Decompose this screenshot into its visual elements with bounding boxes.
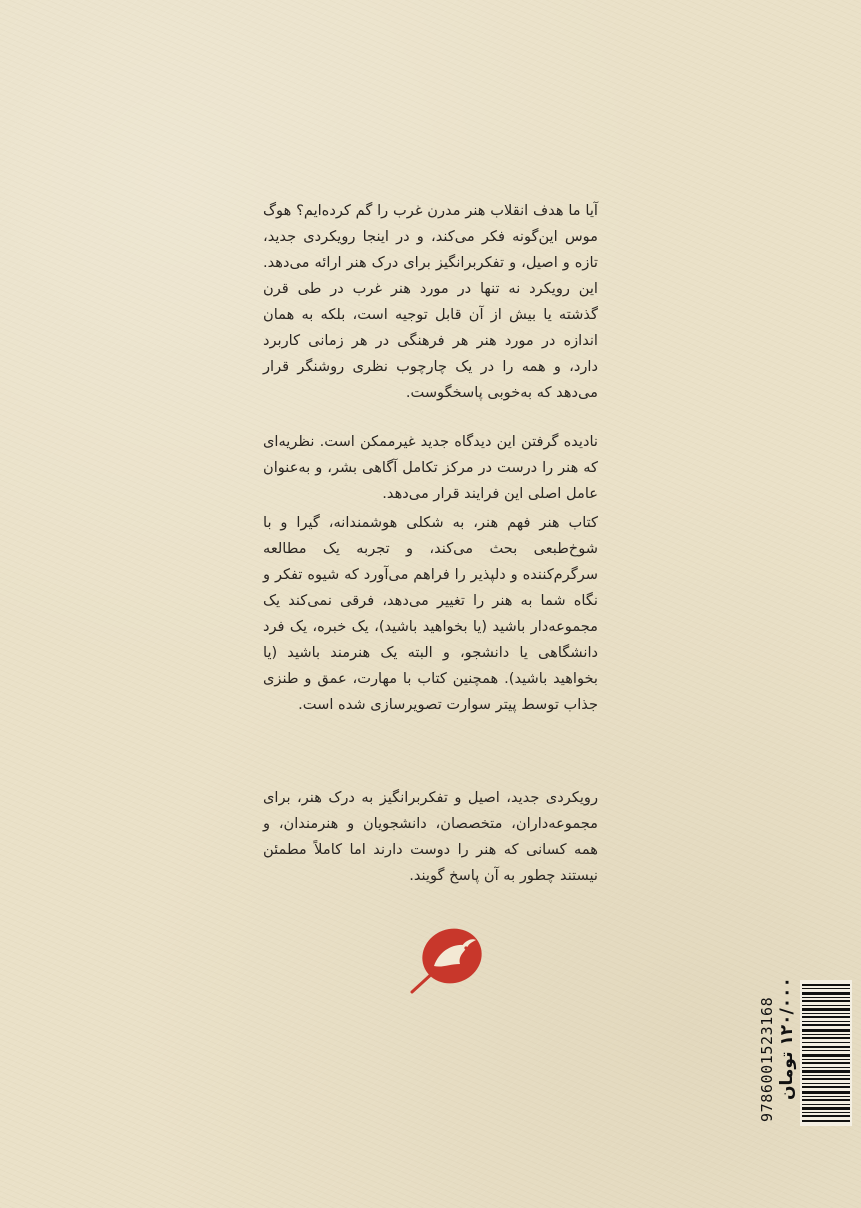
blurb-paragraph-2: نادیده گرفتن این دیدگاه جدید غیرممکن است. نظریه‌ای که هنر را درست در مرکز تکامل آگاهی بشر، و به‌عنوان عامل اصلی این فرایند قرار می‌دهد.	[263, 433, 598, 502]
price-label: ۱۲۰/۰۰۰ تومان	[777, 977, 797, 1100]
blurb-paragraph-1: آیا ما هدف انقلاب هنر مدرن غرب را گم کرده‌ایم؟ هوگ موس این‌گونه فکر می‌کند، و در اینجا رویکردی جدید، تازه و اصیل، و تفکربرانگیز برای درک هنر ارائه می‌دهد. این رویکرد نه تنها در مورد هنر غرب در طی قرن گذشته یا بیش از آن قابل توجیه است، بلکه به همان اندازه در مورد هنر هر فرهنگی در هر زمانی کاربرد دارد، و همه را در یک چارچوب نظری روشنگر قرار می‌دهد که به‌خوبی پاسخگوست.	[263, 202, 598, 401]
isbn-digits: 9786001523168	[758, 996, 776, 1122]
blurb-paragraph-4: رویکردی جدید، اصیل و تفکربرانگیز به درک هنر، برای مجموعه‌داران، متخصصان، دانشجویان و هنرمندان، و همه کسانی که هنر را دوست دارند اما کاملاً مطمئن نیستند چطور به آن پاسخ گویند.	[263, 789, 598, 884]
blurb-paragraph-3: کتاب هنر فهم هنر، به شکلی هوشمندانه، گیرا و با شوخ‌طبعی بحث می‌کند، و تجربه یک مطالعه سرگرم‌کننده و دلپذیر را فراهم می‌آورد که شیوه تفکر و نگاه شما به هنر را تغییر می‌دهد، فرقی نمی‌کند یک مجموعه‌دار باشید (یا بخواهید باشید)، یک خبره، یک فرد دانشگاهی یا دانشجو، و البته یک هنرمند باشید (یا بخواهید باشید). همچنین کتاب با مهارت، عمق و طنزی جذاب توسط پیتر سوارت تصویرسازی شده است.	[263, 514, 598, 713]
barcode-icon	[800, 980, 852, 1126]
bird-logo-icon	[406, 918, 491, 998]
